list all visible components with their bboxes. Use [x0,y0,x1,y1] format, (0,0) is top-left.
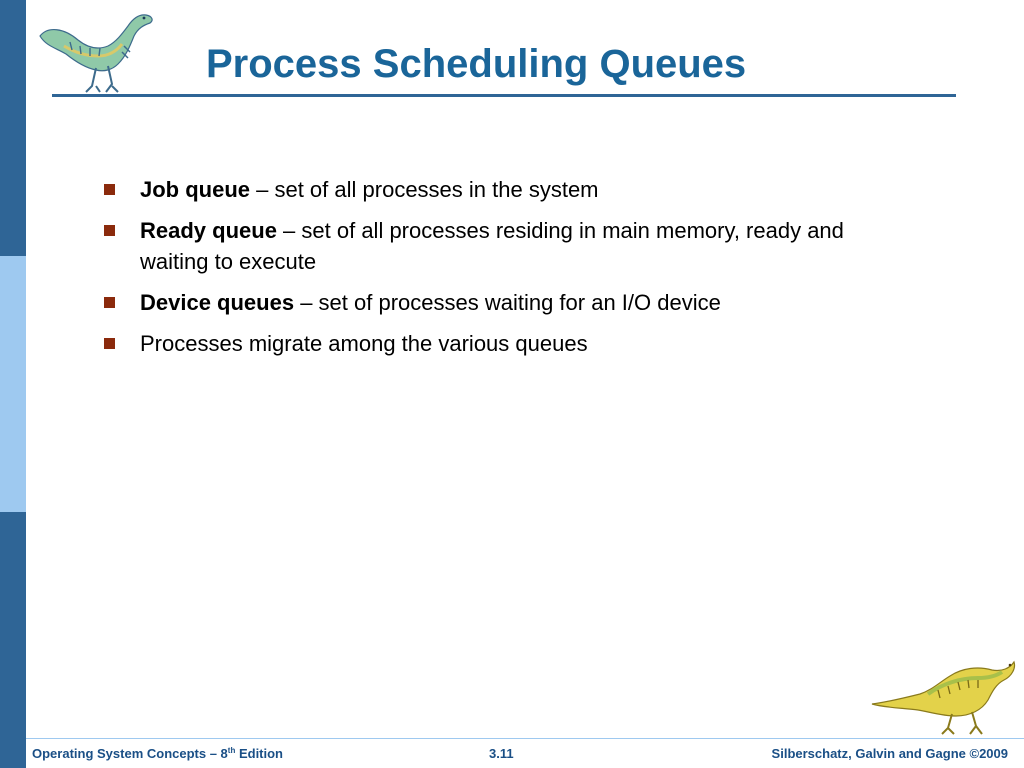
side-bar-top [0,0,26,256]
bullet-item-migration [104,328,864,359]
square-bullet-icon [104,225,115,236]
footer-divider [26,738,1024,739]
side-bar-middle [0,256,26,512]
dinosaur-icon [868,654,1018,736]
side-bar-bottom [0,512,26,768]
bullet-item-device-queues [104,287,864,318]
square-bullet-icon [104,184,115,195]
footer-page-number: 3.11 [489,746,514,761]
bullet-text: Processes migrate among the various queues [140,331,588,356]
bullet-list [104,174,864,369]
title-divider [52,94,956,97]
square-bullet-icon [104,297,115,308]
bullet-item-ready-queue [104,215,864,277]
slide-title: Process Scheduling Queues [206,42,747,86]
bullet-term: Ready queue [140,218,277,243]
bullet-item-job-queue [104,174,864,205]
footer-book-superscript: th [227,746,236,755]
bullet-term: Device queues [140,290,295,315]
bullet-text: – set of all processes residing in main memory, ready and waiting to execute [140,218,844,274]
footer-book-title [32,746,283,762]
footer-book-suffix: Edition [235,746,284,761]
bullet-text: – set of processes waiting for an I/O device [294,290,721,315]
footer-book-prefix: Operating System Concepts – 8 [32,746,228,761]
dinosaur-icon [34,6,158,96]
square-bullet-icon [104,338,115,349]
footer-authors: Silberschatz, Galvin and Gagne ©2009 [771,746,1008,761]
bullet-term: Job queue [140,177,251,202]
bullet-text: – set of all processes in the system [250,177,599,202]
